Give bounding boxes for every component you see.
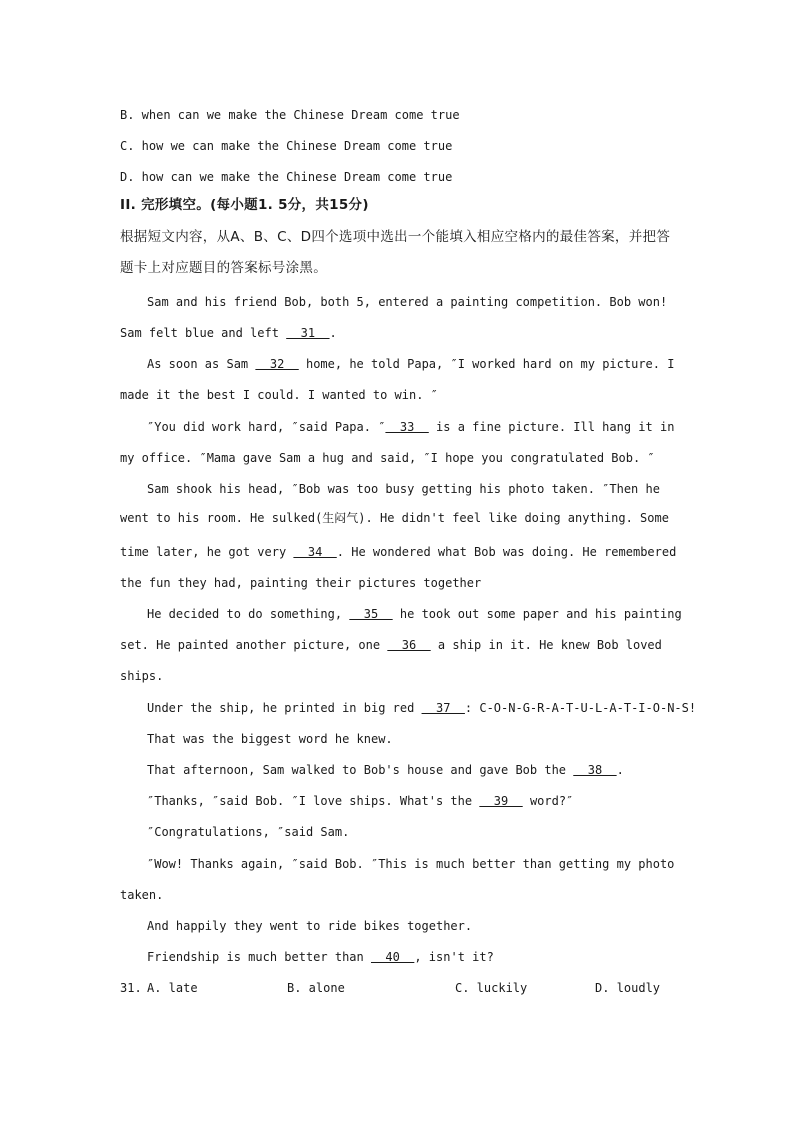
instruction-line-2: 题卡上对应题目的答案标号涂黑。 — [120, 260, 327, 276]
blank-37: 37 — [421, 701, 465, 715]
option-d: D. how can we make the Chinese Dream come true — [120, 170, 453, 184]
passage-line: That afternoon, Sam walked to Bob's house and gave Bob the 38 . — [147, 763, 624, 777]
blank-35: 35 — [349, 607, 393, 621]
q31-option-a: A. late — [147, 981, 198, 995]
passage-line: ″Congratulations, ″said Sam. — [147, 825, 350, 839]
passage-line: ships. — [120, 669, 164, 683]
passage-line: ″Thanks, ″said Bob. ″I love ships. What's the 39 word?″ — [147, 794, 574, 808]
passage-line: made it the best I could. I wanted to win. ″ — [120, 388, 438, 402]
passage-line: As soon as Sam 32 home, he told Papa, ″I worked hard on my picture. I — [147, 357, 675, 371]
passage-line: ″You did work hard, ″said Papa. ″ 33 is a fine picture. Ill hang it in — [147, 420, 675, 434]
passage-line: time later, he got very 34 . He wondered what Bob was doing. He remembered — [120, 545, 677, 559]
passage-line: And happily they went to ride bikes together. — [147, 919, 473, 933]
passage-line: went to his room. He sulked(生闷气). He didn't feel like doing anything. Some — [120, 511, 669, 525]
passage-line: Sam felt blue and left 31 . — [120, 326, 337, 340]
blank-31: 31 — [286, 326, 330, 340]
section-title: II. 完形填空。(每小题1. 5分，共15分) — [120, 197, 369, 213]
blank-39: 39 — [479, 794, 523, 808]
passage-line: set. He painted another picture, one 36 a ship in it. He knew Bob loved — [120, 638, 662, 652]
instruction-line-1: 根据短文内容，从A、B、C、D四个选项中选出一个能填入相应空格内的最佳答案，并把答 — [120, 229, 671, 245]
passage-line: Friendship is much better than 40 , isn't it? — [147, 950, 494, 964]
passage-line: That was the biggest word he knew. — [147, 732, 393, 746]
passage-line: my office. ″Mama gave Sam a hug and said, ″I hope you congratulated Bob. ″ — [120, 451, 655, 465]
passage-line: Under the ship, he printed in big red 37 : C-O-N-G-R-A-T-U-L-A-T-I-O-N-S! — [147, 701, 697, 715]
passage-line: He decided to do something, 35 he took out some paper and his painting — [147, 607, 682, 621]
blank-34: 34 — [293, 545, 337, 559]
option-c: C. how we can make the Chinese Dream come true — [120, 139, 453, 153]
passage-line: Sam shook his head, ″Bob was too busy getting his photo taken. ″Then he — [147, 482, 660, 496]
passage-line: taken. — [120, 888, 164, 902]
question-31-number: 31. — [120, 981, 142, 995]
blank-36: 36 — [387, 638, 431, 652]
q31-option-d: D. loudly — [595, 981, 661, 995]
q31-option-b: B. alone — [287, 981, 345, 995]
q31-option-c: C. luckily — [455, 981, 528, 995]
passage-line: the fun they had, painting their pictures together — [120, 576, 482, 590]
blank-33: 33 — [385, 420, 429, 434]
option-b: B. when can we make the Chinese Dream come true — [120, 108, 460, 122]
blank-40: 40 — [370, 950, 415, 964]
passage-line: ″Wow! Thanks again, ″said Bob. ″This is much better than getting my photo — [147, 857, 675, 871]
passage-line: Sam and his friend Bob, both 5, entered a painting competition. Bob won! — [147, 295, 668, 309]
blank-32: 32 — [255, 357, 299, 371]
blank-38: 38 — [573, 763, 617, 777]
